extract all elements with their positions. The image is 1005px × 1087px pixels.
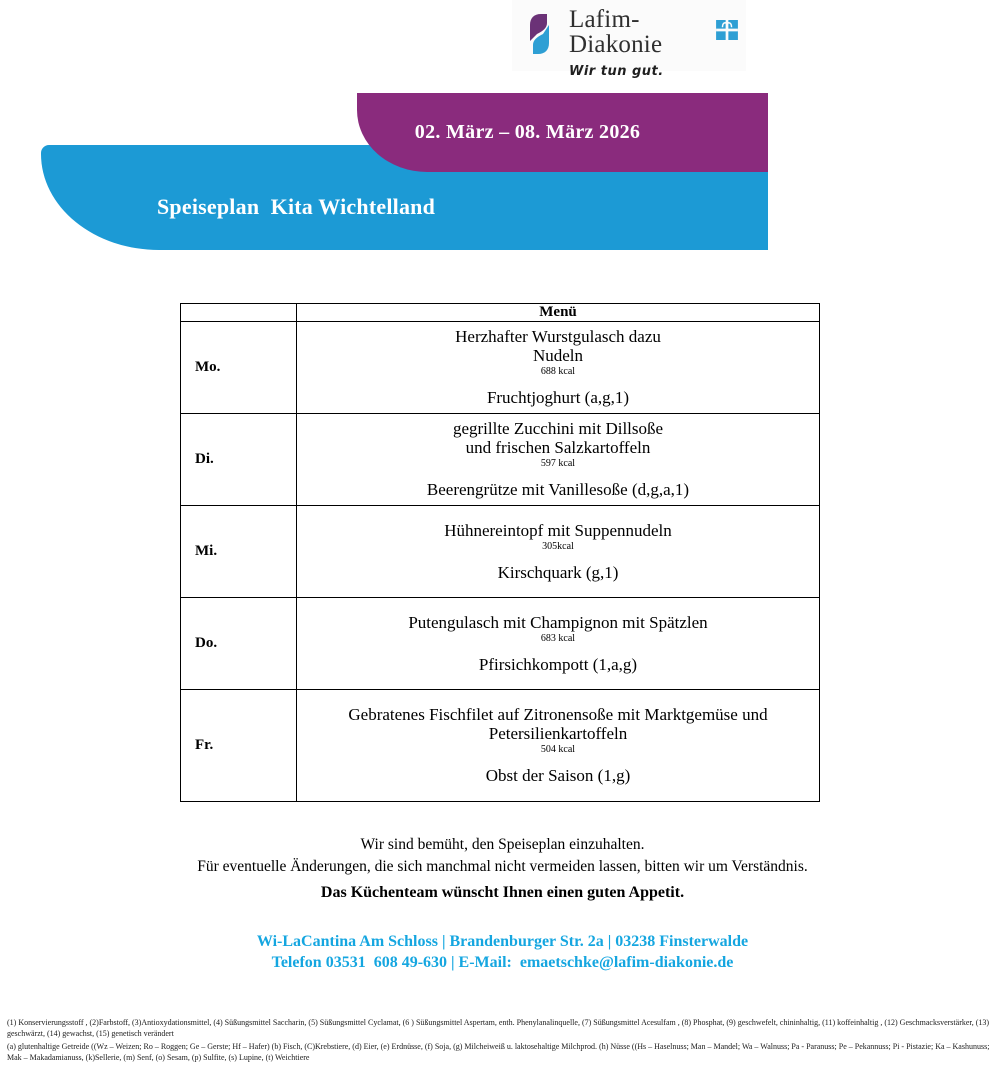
menu-cell — [297, 414, 820, 506]
table-row-monday — [181, 322, 820, 414]
logo-panel — [512, 0, 746, 79]
menu-cell — [297, 690, 820, 802]
footnote-additives: (1) Konservierungsstoff , (2)Farbstoff, (3)Antioxydationsmittel, (4) Süßungsmittel Saccharin, (5) Süßungsmittel Cyclamat, (6 ) Süßungsmittel Aspertam, enth. Phenylanalinquelle, (7) Süßungsmittel Acesulfam , (8) Phosphat, (9) geschwefelt, chininhaltig, (11) koffeinhaltig , (12) Geschmacksverstärker, (13) geschwärzt, (14) gewachst, (15) genetisch verändert — [7, 1018, 990, 1038]
table-row-thursday — [181, 598, 820, 690]
kcal-value: 305kcal — [542, 540, 574, 552]
footnote-allergens: (a) glutenhaltige Getreide ((Wz – Weizen; Ro – Roggen; Ge – Gerste; Hf – Hafer) (b) Fisch, (C)Krebstiere, (d) Eier, (e) Erdnüsse, (f) Soja, (g) Milcheiweiß u. laktosehaltige Milchprod. (h) Nüsse ((Hs – Haselnuss; Man – Mandel; Wa – Walnuss; Pa - Paranuss; Pe – Pekannuss; Pi - Pistazie; Ka – Kashunuss; Mak – Makadamianuss, (k)Sellerie, (m) Senf, (o) Sesam, (p) Sulfite, (s) Lupine, (t) Weichtiere — [7, 1042, 990, 1062]
date-banner — [357, 93, 768, 172]
dessert-line: Obst der Saison (1,g) — [485, 766, 631, 786]
dessert-line: Fruchtjoghurt (a,g,1) — [486, 388, 630, 408]
table-row-wednesday — [181, 506, 820, 598]
day-label: Do. — [181, 598, 297, 690]
date-range: 02. März – 08. März 2026 — [414, 121, 641, 143]
disclaimer-line-1: Wir sind bemüht, den Speiseplan einzuhalten. — [360, 836, 645, 853]
dish-line-2: Nudeln — [532, 346, 584, 366]
dish-line-1: Putengulasch mit Champignon mit Spätzlen — [408, 612, 708, 632]
kcal-value: 683 kcal — [540, 632, 576, 644]
kcal-value: 688 kcal — [540, 366, 576, 378]
kcal-value: 597 kcal — [540, 458, 576, 470]
contact-phone-email: Telefon 03531 608 49-630 | E-Mail: emaetschke@lafim-diakonie.de — [271, 954, 734, 971]
day-label: Mi. — [181, 506, 297, 598]
dish-line-2: Petersilienkartoffeln — [488, 724, 628, 744]
kronenkreuz-icon — [716, 20, 738, 45]
contact-block — [0, 931, 1005, 973]
menu-cell — [297, 506, 820, 598]
dessert-line: Beerengrütze mit Vanillesoße (d,g,a,1) — [426, 480, 690, 500]
dish-line-1: Herzhafter Wurstgulasch dazu — [455, 326, 661, 346]
day-label: Di. — [181, 414, 297, 506]
dessert-line: Kirschquark (g,1) — [497, 562, 619, 582]
dish-line-1: gegrillte Zucchini mit Dillsoße — [452, 418, 664, 438]
table-header-row — [181, 304, 820, 322]
lafim-logo-mark-icon — [520, 9, 560, 64]
logo-title: Lafim-Diakonie — [569, 6, 663, 58]
day-header-cell — [181, 304, 297, 322]
table-row-friday — [181, 690, 820, 802]
dish-line-1: Gebratenes Fischfilet auf Zitronensoße mit Marktgemüse und — [348, 704, 768, 724]
day-label: Mo. — [181, 322, 297, 414]
plan-title: Speiseplan Kita Wichtelland — [157, 194, 436, 219]
logo-tagline: Wir tun gut. — [569, 64, 664, 79]
table-row-tuesday — [181, 414, 820, 506]
menu-cell — [297, 598, 820, 690]
menu-table — [180, 303, 820, 802]
dish-line-1: Hühnereintopf mit Suppennudeln — [444, 520, 672, 540]
menu-header-cell: Menü — [297, 304, 820, 322]
disclaimer-line-2: Für eventuelle Änderungen, die sich manchmal nicht vermeiden lassen, bitten wir um Verständnis. — [197, 858, 808, 875]
kcal-value: 504 kcal — [540, 744, 576, 756]
dish-line-2: und frischen Salzkartoffeln — [465, 438, 651, 458]
menu-cell — [297, 322, 820, 414]
dessert-line: Pfirsichkompott (1,a,g) — [478, 654, 638, 674]
allergen-footnotes — [7, 1018, 993, 1066]
appetit-line: Das Küchenteam wünscht Ihnen einen guten Appetit. — [320, 884, 685, 901]
day-label: Fr. — [181, 690, 297, 802]
contact-address: Wi-LaCantina Am Schloss | Brandenburger Str. 2a | 03238 Finsterwalde — [256, 933, 749, 950]
